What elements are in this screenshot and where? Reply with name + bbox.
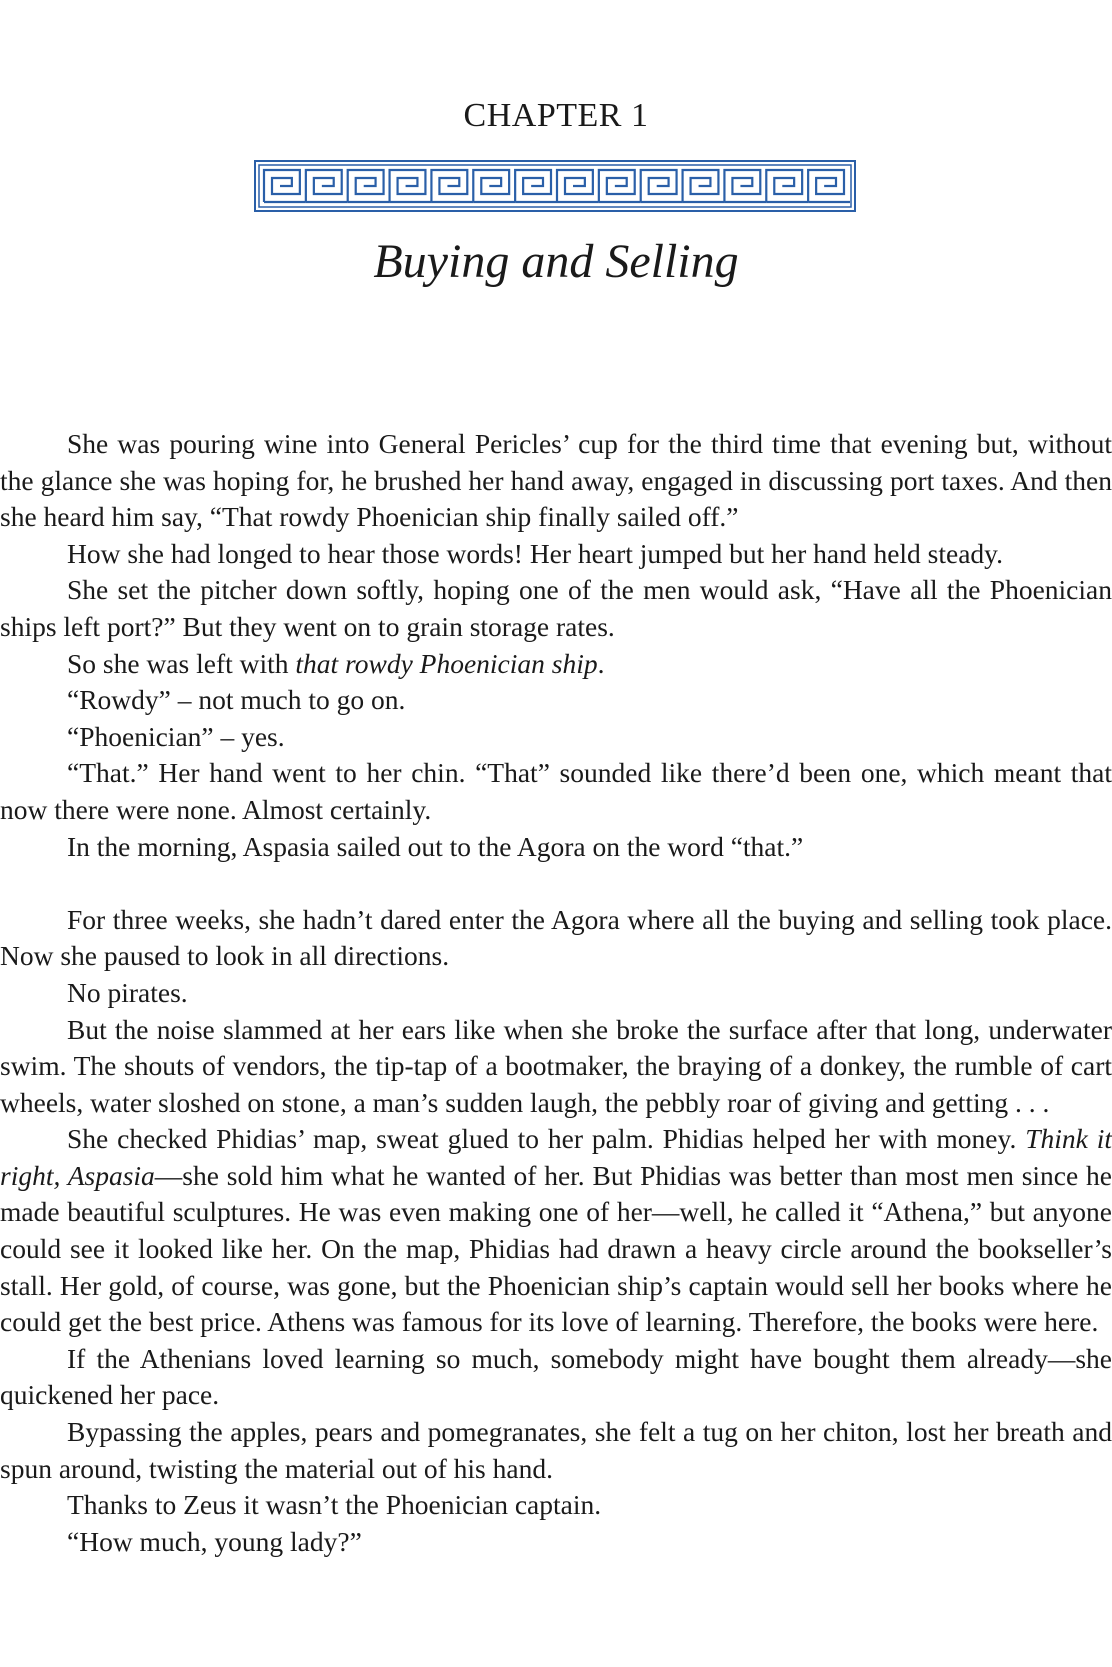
paragraph: “Phoenician” – yes. bbox=[67, 720, 285, 752]
paragraph: Bypassing the apples, pears and pomegranates, she felt a tug on her chiton, lost her breath and spun around, twisting the material out of his hand. bbox=[0, 1416, 1112, 1484]
meander-unit bbox=[683, 170, 725, 202]
meander-unit bbox=[641, 170, 683, 202]
italic-phrase: that rowdy Phoenician ship bbox=[295, 647, 598, 679]
paragraph: She was pouring wine into General Pericles’ cup for the third time that evening but, without the glance she was hoping for, he brushed her hand away, engaged in discussing port taxes. And then she heard him say, “That rowdy Phoenician ship finally sailed off.” bbox=[0, 428, 1112, 533]
paragraph: So she was left with that rowdy Phoenician ship. bbox=[67, 647, 605, 679]
paragraph: How she had longed to hear those words! Her heart jumped but her hand held steady. bbox=[67, 537, 1004, 569]
meander-unit bbox=[808, 170, 850, 202]
paragraph: No pirates. bbox=[67, 976, 188, 1008]
paragraph: But the noise slammed at her ears like when she broke the surface after that long, underwater swim. The shouts of vendors, the tip-tap of a bootmaker, the braying of a donkey, the rumble of cart wheels, water sloshed on stone, a man’s sudden laugh, the pebbly roar of giving and getting . . . bbox=[0, 1013, 1112, 1118]
paragraph: Thanks to Zeus it wasn’t the Phoenician captain. bbox=[67, 1489, 602, 1521]
meander-unit bbox=[348, 170, 390, 202]
chapter-title: Buying and Selling bbox=[373, 235, 739, 288]
meander-unit bbox=[724, 170, 766, 202]
meander-unit bbox=[431, 170, 473, 202]
paragraph: She checked Phidias’ map, sweat glued to her palm. Phidias helped her with money. Think it right, Aspasia—she sold him what he wanted of her. But Phidias was better than most men since he made beautiful sculptures. He was even making one of her—well, he called it “Athena,” but anyone could see it looked like her. On the map, Phidias had drawn a heavy circle around the bookseller’s stall. Her gold, of course, was gone, but the Phoenician ship’s captain would sell her books where he could get the best price. Athens was famous for its love of learning. Therefore, the books were here. bbox=[0, 1123, 1112, 1338]
meander-unit bbox=[557, 170, 599, 202]
meander-unit bbox=[473, 170, 515, 202]
greek-key-ornament bbox=[254, 160, 856, 212]
paragraph: For three weeks, she hadn’t dared enter the Agora where all the buying and selling took place. Now she paused to look in all directions. bbox=[0, 903, 1112, 972]
meander-unit bbox=[599, 170, 641, 202]
paragraph: She set the pitcher down softly, hoping one of the men would ask, “Have all the Phoenician ships left port?” But they went on to grain storage rates. bbox=[0, 574, 1112, 642]
paragraph: In the morning, Aspasia sailed out to the Agora on the word “that.” bbox=[67, 830, 804, 862]
meander-unit bbox=[390, 170, 432, 202]
meander-unit bbox=[766, 170, 808, 202]
italic-phrase: Think it right, Aspasia bbox=[0, 1123, 1112, 1191]
paragraph: “That.” Her hand went to her chin. “That” sounded like there’d been one, which meant that now there were none. Almost certainly. bbox=[0, 757, 1112, 825]
meander-unit bbox=[306, 170, 348, 202]
paragraph: “How much, young lady?” bbox=[67, 1525, 362, 1557]
paragraph: If the Athenians loved learning so much, somebody might have bought them already—she quickened her pace. bbox=[0, 1342, 1112, 1411]
meander-unit bbox=[515, 170, 557, 202]
paragraph: “Rowdy” – not much to go on. bbox=[67, 684, 406, 716]
chapter-body bbox=[0, 426, 1112, 1560]
meander-unit bbox=[264, 170, 306, 202]
chapter-heading: CHAPTER 1 bbox=[463, 97, 649, 134]
